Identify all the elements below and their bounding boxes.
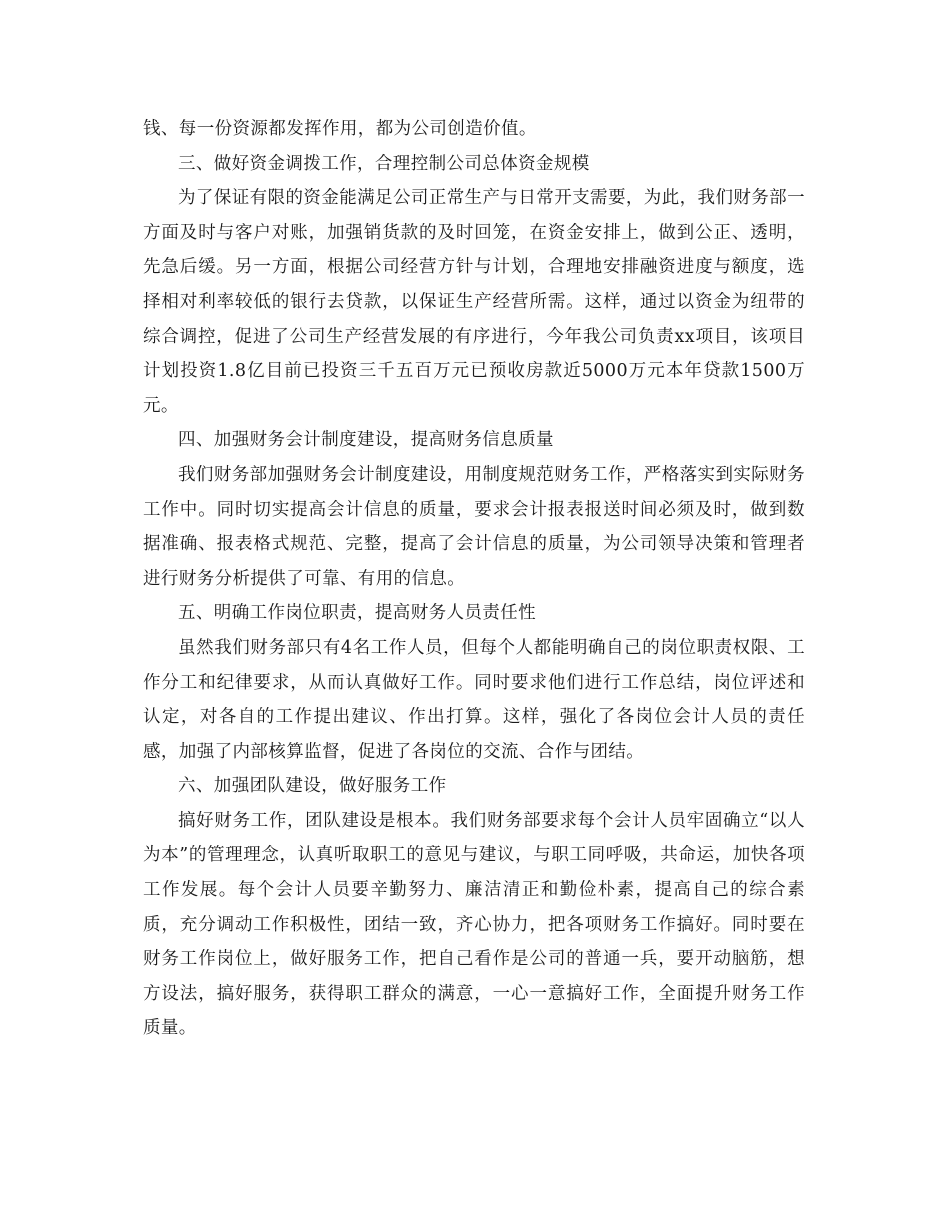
section-heading-6: 六、加强团队建设，做好服务工作 <box>178 776 447 797</box>
section-heading-3: 三、做好资金调拨工作，合理控制公司总体资金规模 <box>178 153 590 174</box>
section-heading-5: 五、明确工作岗位职责，提高财务人员责任性 <box>178 603 536 624</box>
paragraph-continuation: 钱、每一份资源都发挥作用，都为公司创造价值。 <box>143 119 537 139</box>
document-body <box>143 112 805 1046</box>
paragraph-team-building: 搞好财务工作，团队建设是根本。我们财务部要求每个会计人员牢固确立“以人为本”的管理理念，认真听取职工的意见与建议，与职工同呼吸，共命运，加快各项工作发展。每个会计人员要辛勤努力、廉洁清正和勤俭朴素，提高自己的综合素质，充分调动工作积极性，团结一致，齐心协力，把各项财务工作搞好。同时要在财务工作岗位上，做好服务工作，把自己看作是公司的普通一兵，要开动脑筋，想方设法，搞好服务，获得职工群众的满意，一心一意搞好工作，全面提升财务工作质量。 <box>143 810 805 1039</box>
paragraph-job-duties: 虽然我们财务部只有4名工作人员，但每个人都能明确自己的岗位职责权限、工作分工和纪律要求，从而认真做好工作。同时要求他们进行工作总结，岗位评述和认定，对各自的工作提出建议、作出打算。这样，强化了各岗位会计人员的责任感，加强了内部核算监督，促进了各岗位的交流、合作与团结。 <box>143 637 805 762</box>
paragraph-accounting-system: 我们财务部加强财务会计制度建设，用制度规范财务工作，严格落实到实际财务工作中。同时切实提高会计信息的质量，要求会计报表报送时间必须及时，做到数据准确、报表格式规范、完整，提高了会计信息的质量，为公司领导决策和管理者进行财务分析提供了可靠、有用的信息。 <box>143 464 805 589</box>
paragraph-fund-allocation: 为了保证有限的资金能满足公司正常生产与日常开支需要，为此，我们财务部一方面及时与客户对账，加强销货款的及时回笼，在资金安排上，做到公正、透明，先急后缓。另一方面，根据公司经营方针与计划，合理地安排融资进度与额度，选择相对利率较低的银行去贷款，以保证生产经营所需。这样，通过以资金为纽带的综合调控，促进了公司生产经营发展的有序进行，今年我公司负责xx项目，该项目计划投资1.8亿目前已投资三千五百万元已预收房款近5000万元本年贷款1500万元。 <box>143 188 805 416</box>
section-heading-4: 四、加强财务会计制度建设，提高财务信息质量 <box>178 430 554 451</box>
